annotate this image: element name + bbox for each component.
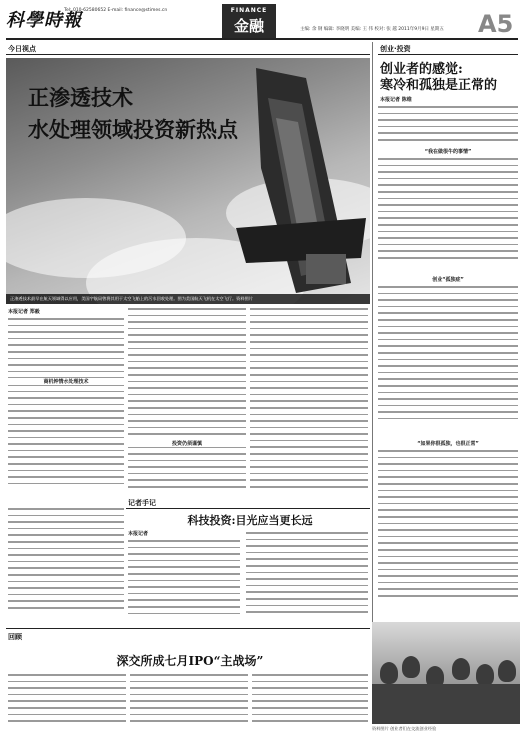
hero-title-line2: 水处理领域投资新热点 <box>28 118 238 142</box>
body-column <box>8 508 124 626</box>
body-column <box>252 674 368 734</box>
body-column <box>378 450 518 618</box>
masthead <box>0 0 524 38</box>
body-column <box>128 540 240 626</box>
tag-rule <box>6 54 370 55</box>
section-tag-notes: 记者手记 <box>128 499 156 507</box>
right-tag-rule <box>378 54 518 55</box>
subhead-loneliness: 创业“孤独症” <box>432 277 464 283</box>
hero-byline: 本报记者 郑毅 <box>8 309 40 315</box>
section-tag-today: 今日视点 <box>8 45 36 53</box>
bottom-rule <box>6 628 370 629</box>
subhead-market: 商机钟情水处理技术 <box>8 378 124 385</box>
body-column <box>378 286 518 438</box>
subhead-normal: “如果你很孤独，也很正常” <box>417 441 479 447</box>
notes-byline: 本报记者 <box>128 531 149 537</box>
newspaper-logo: 科學時報 <box>6 10 82 31</box>
section-tag-review: 回顾 <box>8 633 22 641</box>
person-shape <box>476 664 494 686</box>
right-byline: 本报记者 陈维 <box>380 97 412 103</box>
contact-info: Tel: 010-62580652 E-mail: finance@stimes.cn <box>64 8 168 13</box>
right-title <box>380 62 497 94</box>
subhead-caution: 投资仍须谨慎 <box>128 440 246 447</box>
body-column <box>8 318 124 504</box>
section-tag-startup: 创业·投资 <box>380 45 411 53</box>
notes-title: 科技投资:目光应当更长远 <box>187 514 313 527</box>
person-shape <box>402 656 420 678</box>
body-column <box>250 308 368 504</box>
section-name-en: FINANCE <box>230 7 268 14</box>
section-badge <box>222 4 276 38</box>
photo-caption: 资料图片 创业者们在交流创业经验 <box>372 726 437 731</box>
person-shape <box>498 660 516 682</box>
notes-rule <box>126 508 370 509</box>
crowd-photo <box>372 622 520 724</box>
right-title-line2: 寒冷和孤独是正常的 <box>380 78 498 93</box>
person-shape <box>380 662 398 684</box>
body-column <box>246 532 368 626</box>
body-column <box>8 674 126 734</box>
page-number: A5 <box>478 10 514 38</box>
hero-photo <box>6 58 370 304</box>
subhead-cool-work: “我在做很牛的事情” <box>424 149 472 155</box>
body-column <box>378 106 518 148</box>
hero-title-line1: 正渗透技术 <box>28 86 133 110</box>
person-shape <box>452 658 470 680</box>
review-title: 深交所成七月IPO“主战场” <box>116 654 264 668</box>
section-name-cn: 金融 <box>233 17 264 35</box>
masthead-rule <box>6 38 518 40</box>
issue-info: 主编: 余 钢 编辑: 李晓明 美编: 王 伟 校对: 张 越 2011年9月9日 星期五 <box>300 27 444 32</box>
right-title-line1: 创业者的感觉: <box>380 62 463 77</box>
crowd-body-shape <box>372 684 520 724</box>
body-column <box>130 674 248 734</box>
body-column <box>378 158 518 274</box>
hero-caption: 正渗透技术最早在航天领域得以应用，美国宇航局曾将其用于太空飞船上的污水回收处理。图为美国航天飞机在太空飞行。资料图片 <box>6 294 370 304</box>
column-divider <box>372 42 373 622</box>
body-column <box>128 308 246 504</box>
